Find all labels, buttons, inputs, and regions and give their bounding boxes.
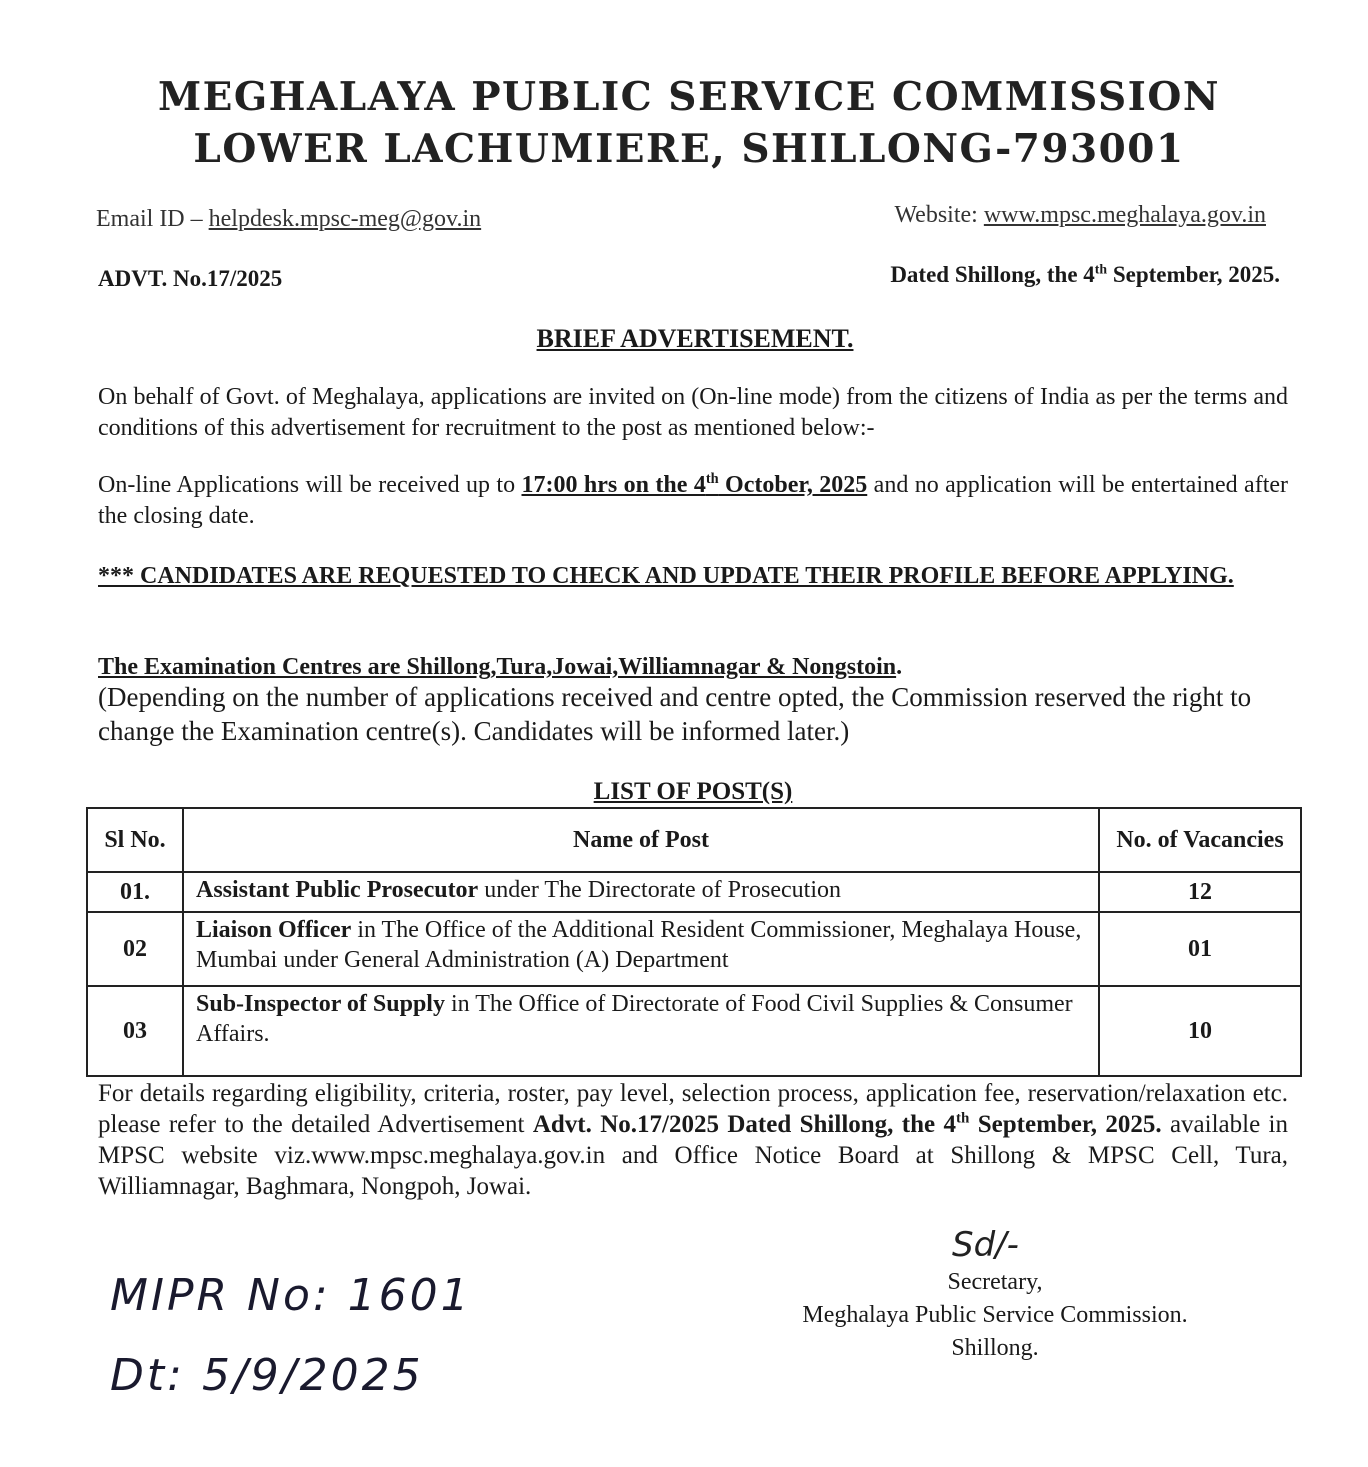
table-row [87, 872, 1301, 912]
row-post [183, 912, 1099, 986]
deadline-date-sup: th [705, 471, 719, 487]
row-post [183, 872, 1099, 912]
advt-date [890, 262, 1280, 288]
details-text-2: available in MPSC website viz.www.mpsc.meghalaya.gov.in and Office Notice Board at Shillong & MPSC Cell, Tura, Williamnagar, Baghmara, Nongpoh, Jowai. [98, 1111, 1289, 1200]
exam-centres-period: . [896, 654, 903, 680]
website-line [894, 202, 1266, 229]
details-advt-ref: Advt. No.17/2025 Dated Shillong, the 4 [532, 1111, 957, 1138]
advt-date-suffix: September, 2025. [1107, 262, 1280, 287]
row-vacancies: 01 [1099, 912, 1301, 986]
signatory-place: Shillong. [951, 1335, 1039, 1361]
brief-advertisement-title: BRIEF ADVERTISEMENT. [536, 324, 854, 353]
post-detail: in The Office of the Additional Resident Commissioner, Meghalaya House, Mumbai under General Administration (A) Department [196, 917, 1082, 973]
deadline-paragraph [98, 470, 1288, 532]
advt-date-text: Dated Shillong, the 4 [890, 262, 1095, 287]
email-label: Email ID – [96, 206, 209, 232]
details-paragraph [98, 1078, 1288, 1202]
col-header-sl: Sl No. [87, 808, 183, 872]
col-header-vacancies: No. of Vacancies [1099, 808, 1301, 872]
deadline-date-end: October, 2025 [718, 472, 868, 498]
details-advt-sup: th [956, 1110, 970, 1127]
profile-notice: *** CANDIDATES ARE REQUESTED TO CHECK AND UPDATE THEIR PROFILE BEFORE APPLYING. [98, 563, 1234, 589]
col-header-name: Name of Post [183, 808, 1099, 872]
table-row [87, 912, 1301, 986]
posts-table [86, 807, 1302, 1077]
table-row [87, 986, 1301, 1076]
commission-name: MEGHALAYA PUBLIC SERVICE COMMISSION [157, 74, 1220, 120]
post-detail: under The Directorate of Prosecution [478, 877, 841, 903]
row-sl: 02 [87, 912, 183, 986]
deadline-suffix: and no application will be entertained after the closing date. [98, 472, 1289, 529]
signatory-role: Secretary, [947, 1269, 1043, 1295]
email-line [96, 206, 481, 233]
handwritten-mipr-number: MIPR No: 1601 [110, 1270, 472, 1321]
table-header-row [87, 808, 1301, 872]
row-vacancies: 10 [1099, 986, 1301, 1076]
details-text-1: For details regarding eligibility, criteria, roster, pay level, selection process, application fee, reservation/relaxation etc. please refer to the detailed Advertisement [98, 1080, 1288, 1138]
intro-paragraph: On behalf of Govt. of Meghalaya, applications are invited on (On-line mode) from the citizens of India as per the terms and conditions of this advertisement for recruitment to the post as mentioned below:- [98, 384, 1288, 441]
list-of-posts-title: LIST OF POST(S) [593, 778, 793, 805]
post-name: Liaison Officer [196, 917, 352, 943]
signature-mark: Sd/- [952, 1225, 1019, 1265]
handwritten-date: Dt: 5/9/2025 [110, 1350, 424, 1401]
post-detail: in The Office of Directorate of Food Civil Supplies & Consumer Affairs. [196, 991, 1073, 1047]
row-sl: 01. [87, 872, 183, 912]
row-sl: 03 [87, 986, 183, 1076]
website-link[interactable]: www.mpsc.meghalaya.gov.in [983, 202, 1266, 228]
row-vacancies: 12 [1099, 872, 1301, 912]
post-name: Sub-Inspector of Supply [196, 991, 445, 1017]
exam-centres-heading: The Examination Centres are Shillong,Tura,Jowai,Williamnagar & Nongstoin [98, 654, 897, 680]
signature-block [780, 1266, 1210, 1365]
deadline-prefix: On-line Applications will be received up to [98, 472, 522, 498]
row-post [183, 986, 1099, 1076]
details-advt-date: September, 2025. [969, 1111, 1162, 1138]
advt-date-sup: th [1094, 261, 1108, 277]
email-link[interactable]: helpdesk.mpsc-meg@gov.in [208, 206, 482, 232]
website-label: Website: [894, 202, 984, 228]
signatory-org: Meghalaya Public Service Commission. [802, 1302, 1188, 1328]
commission-address: LOWER LACHUMIERE, SHILLONG-793001 [193, 126, 1185, 172]
exam-centres [98, 654, 1288, 681]
deadline-date [522, 472, 868, 498]
centres-note: (Depending on the number of applications received and centre opted, the Commission reserved the right to change the Examination centre(s). Candidates will be informed later.) [98, 682, 1252, 746]
deadline-date-main: 17:00 hrs on the 4 [521, 472, 706, 498]
post-name: Assistant Public Prosecutor [196, 877, 479, 903]
advt-number: ADVT. No.17/2025 [98, 266, 283, 291]
